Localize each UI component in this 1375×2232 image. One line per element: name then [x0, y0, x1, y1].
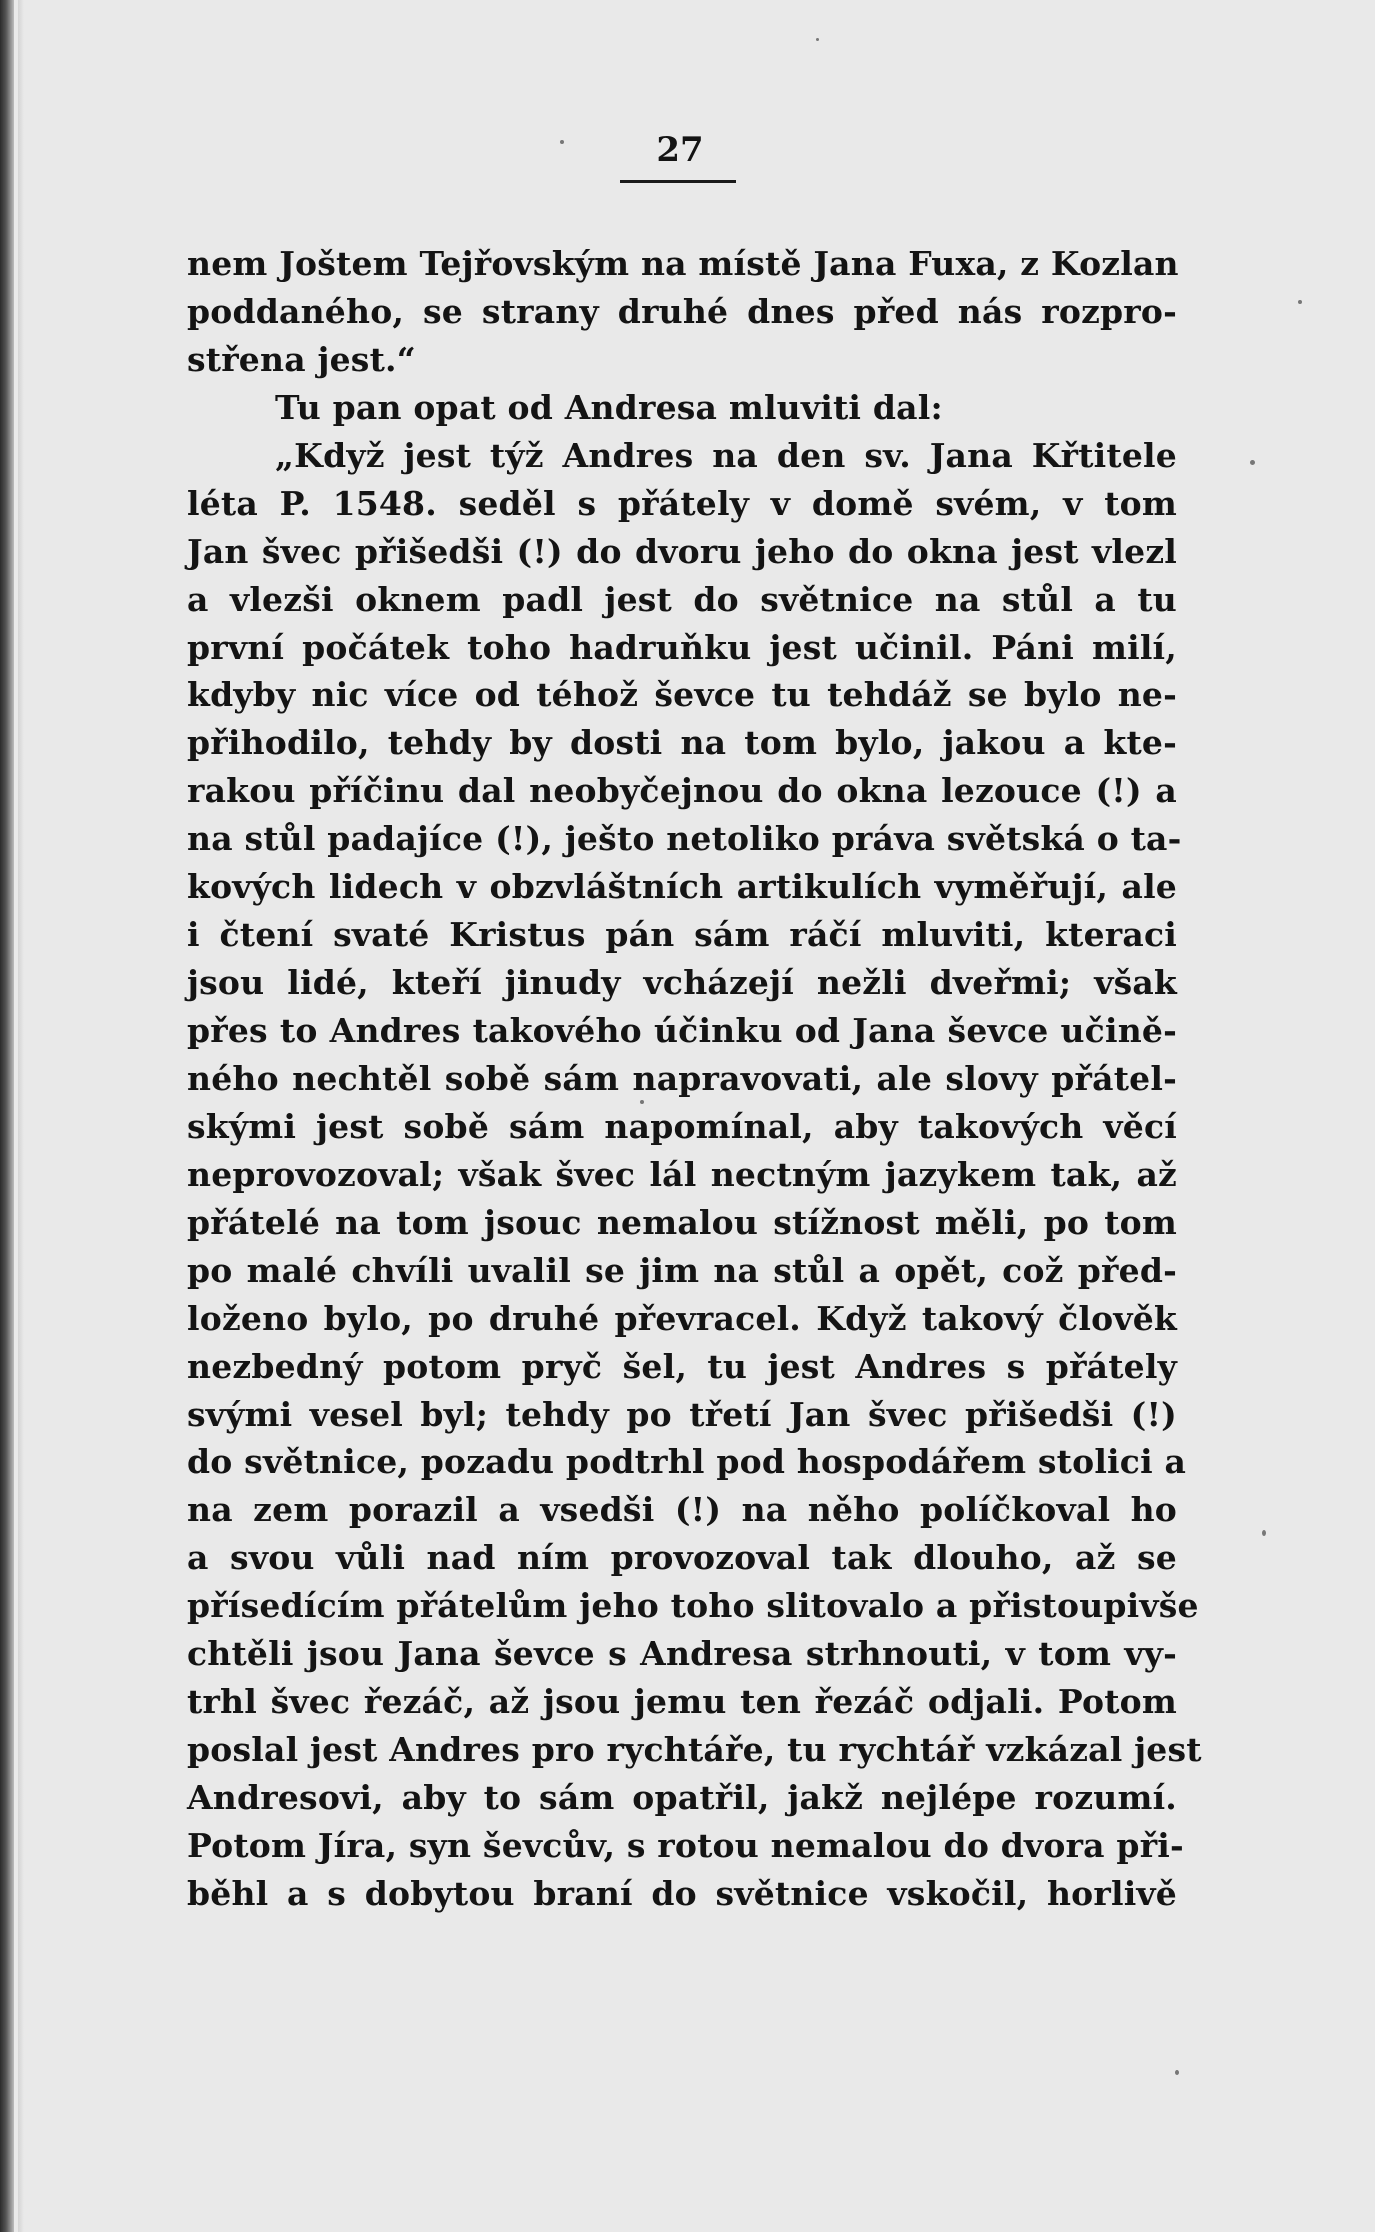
- text-line: na zem porazil a vsedši (!) na něho políčkoval ho: [187, 1490, 1177, 1530]
- scan-speck: [1250, 460, 1255, 465]
- text-line: Jan švec přišedši (!) do dvoru jeho do okna jest vlezl: [187, 531, 1177, 571]
- text-line: přátelé na tom jsouc nemalou stížnost měli, po tom: [187, 1202, 1177, 1242]
- text-line: do světnice, pozadu podtrhl pod hospodářem stolici a: [187, 1442, 1187, 1482]
- text-line: nezbedný potom pryč šel, tu jest Andres s přátely: [187, 1346, 1177, 1386]
- text-line: přísedícím přátelům jeho toho slitovalo a přistoupivše: [187, 1586, 1199, 1626]
- text-line: po malé chvíli uvalil se jim na stůl a opět, což před-: [187, 1250, 1177, 1290]
- text-line: běhl a s dobytou braní do světnice vskočil, horlivě: [187, 1873, 1177, 1913]
- text-line: střena jest.“: [187, 339, 416, 379]
- text-line: kových lidech v obzvláštních artikulích vyměřují, ale: [187, 867, 1177, 907]
- text-line: svými vesel byl; tehdy po třetí Jan švec přišedši (!): [187, 1394, 1177, 1434]
- text-line: přes to Andres takového účinku od Jana ševce učině-: [187, 1011, 1177, 1050]
- text-line: poddaného, se strany druhé dnes před nás rozpro-: [187, 291, 1177, 331]
- text-line: a vlezši oknem padl jest do světnice na stůl a tu: [187, 579, 1177, 619]
- text-line: Potom Jíra, syn ševcův, s rotou nemalou do dvora při-: [187, 1825, 1184, 1865]
- text-line: léta P. 1548. seděl s přátely v domě svém, v tom: [187, 483, 1177, 523]
- page-body-text: [187, 240, 1202, 1918]
- text-line: trhl švec řezáč, až jsou jemu ten řezáč odjali. Potom: [187, 1682, 1177, 1722]
- text-line: Tu pan opat od Andresa mluviti dal:: [275, 387, 943, 427]
- text-line: a svou vůli nad ním provozoval tak dlouho, až se: [187, 1538, 1177, 1578]
- scan-speck: [816, 38, 819, 41]
- text-line: „Když jest týž Andres na den sv. Jana Křtitele: [275, 435, 1177, 475]
- scan-speck: [640, 1100, 644, 1104]
- text-line: jsou lidé, kteří jinudy vcházejí nežli dveřmi; však: [187, 963, 1177, 1003]
- scan-speck: [560, 140, 564, 144]
- text-line: kdyby nic více od téhož ševce tu tehdáž se bylo ne-: [187, 675, 1177, 715]
- scan-speck: [1298, 300, 1302, 304]
- page-number-rule: [620, 180, 736, 183]
- text-line: skými jest sobě sám napomínal, aby takových věcí: [187, 1106, 1177, 1146]
- text-line: na stůl padajíce (!), ješto netoliko práva světská o ta-: [187, 819, 1182, 859]
- text-line: Andresovi, aby to sám opatřil, jakž nejlépe rozumí.: [187, 1778, 1177, 1817]
- text-line: první počátek toho hadruňku jest učinil. Páni milí,: [187, 627, 1177, 667]
- text-line: loženo bylo, po druhé převracel. Když takový člověk: [187, 1298, 1177, 1338]
- text-line: neprovozoval; však švec lál nectným jazykem tak, až: [187, 1154, 1177, 1194]
- text-line: přihodilo, tehdy by dosti na tom bylo, jakou a kte-: [187, 723, 1177, 763]
- text-line: chtěli jsou Jana ševce s Andresa strhnouti, v tom vy-: [187, 1634, 1177, 1674]
- scan-speck: [1175, 2070, 1179, 2075]
- text-line: poslal jest Andres pro rychtáře, tu rychtář vzkázal jest: [187, 1730, 1202, 1770]
- text-line: i čtení svaté Kristus pán sám ráčí mluviti, kteraci: [187, 915, 1177, 955]
- page-number: 27: [656, 130, 704, 170]
- text-line: rakou příčinu dal neobyčejnou do okna lezouce (!) a: [187, 771, 1177, 811]
- text-line: ného nechtěl sobě sám napravovati, ale slovy přátel-: [187, 1058, 1177, 1098]
- text-line: nem Joštem Tejřovským na místě Jana Fuxa, z Kozlan: [187, 244, 1179, 283]
- scan-speck: [1262, 1530, 1266, 1536]
